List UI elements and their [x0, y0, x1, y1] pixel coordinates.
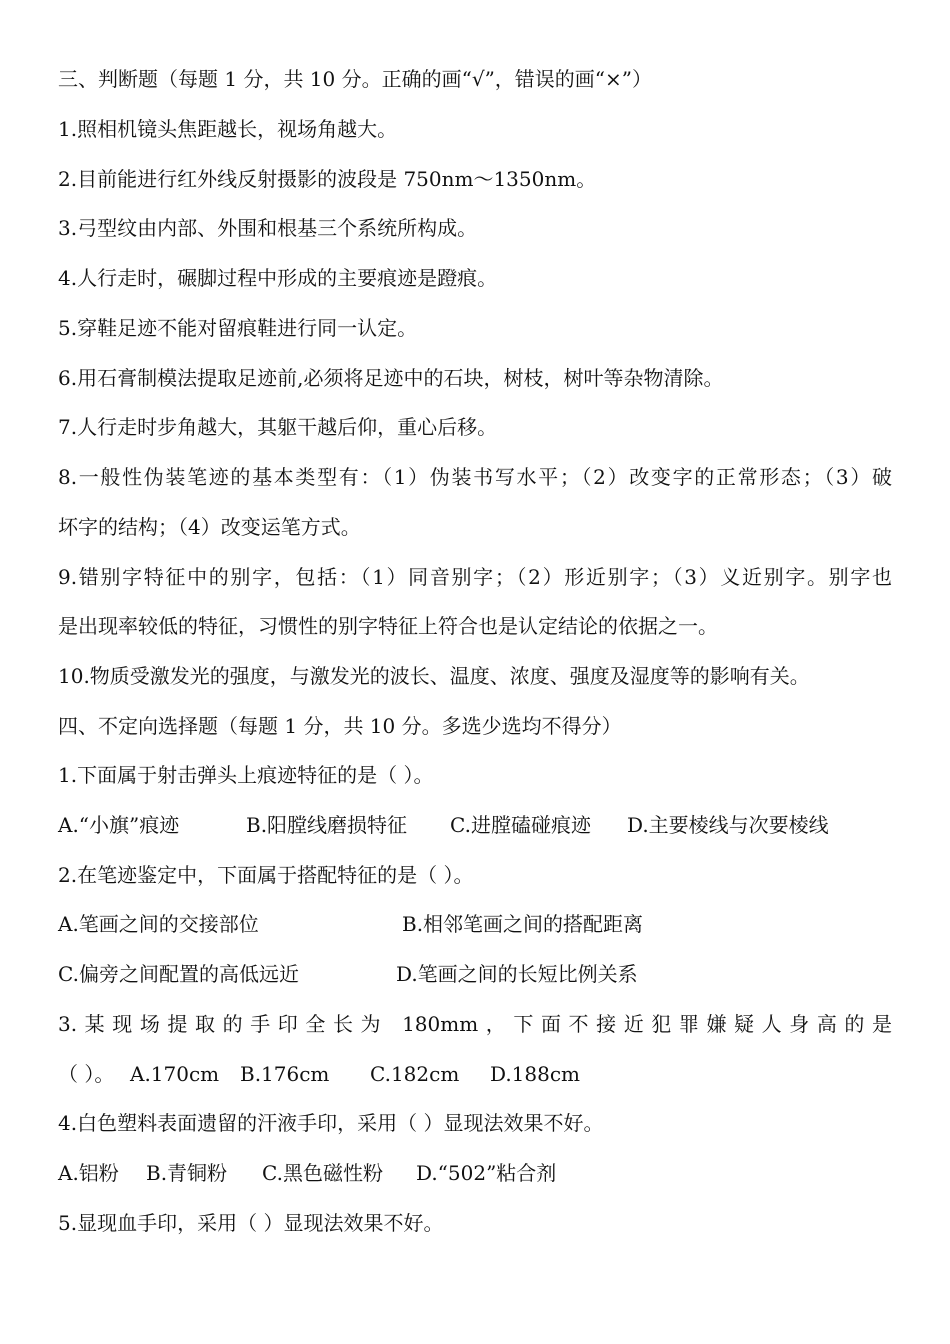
choice-q2-option-c: C.偏旁之间配置的高低远近 — [58, 962, 299, 986]
choice-q5-stem: 5.显现血手印，采用（ ）显现法效果不好。 — [58, 1211, 444, 1235]
choice-q4-option-b: B.青铜粉 — [146, 1161, 228, 1185]
choice-q2-option-d: D.笔画之间的长短比例关系 — [396, 962, 638, 986]
choice-q4-stem: 4.白色塑料表面遗留的汗液手印，采用（ ）显现法效果不好。 — [58, 1111, 604, 1135]
judgment-item-9-line-2: 是出现率较低的特征，习惯性的别字特征上符合也是认定结论的依据之一。 — [58, 614, 718, 638]
choice-q4-option-d: D.“502”粘合剂 — [416, 1161, 557, 1185]
choice-q3-option-d: D.188cm — [490, 1062, 581, 1086]
section-heading-judgment: 三、判断题（每题 1 分，共 10 分。正确的画“√”，错误的画“×”） — [58, 67, 653, 91]
choice-q4-option-a: A.铝粉 — [58, 1161, 119, 1185]
choice-q2-option-b: B.相邻笔画之间的搭配距离 — [402, 912, 644, 936]
choice-q1-option-a: A.“小旗”痕迹 — [58, 813, 180, 837]
judgment-item-3: 3.弓型纹由内部、外围和根基三个系统所构成。 — [58, 216, 478, 240]
choice-q1-option-d: D.主要棱线与次要棱线 — [627, 813, 829, 837]
choice-q1-options — [58, 808, 892, 842]
choice-q3-stem: 3.某现场提取的手印全长为 180mm，下面不接近犯罪嫌疑人身高的是 — [58, 1012, 892, 1036]
judgment-item-2: 2.目前能进行红外线反射摄影的波段是 750nm～1350nm。 — [58, 167, 597, 191]
choice-q4-options — [58, 1156, 892, 1190]
judgment-item-8-line-2: 坏字的结构；（4）改变运笔方式。 — [58, 515, 361, 539]
section-heading-choice: 四、不定向选择题（每题 1 分，共 10 分。多选少选均不得分） — [58, 714, 622, 738]
choice-q2-options-row-1 — [58, 907, 892, 941]
choice-q3-option-c: C.182cm — [370, 1062, 460, 1086]
choice-q4-option-c: C.黑色磁性粉 — [262, 1161, 383, 1185]
choice-q2-option-a: A.笔画之间的交接部位 — [58, 912, 259, 936]
choice-q3-paren: （ ）。 — [58, 1062, 115, 1086]
choice-q2-options-row-2 — [58, 957, 892, 991]
choice-q1-option-c: C.进膛磕碰痕迹 — [450, 813, 591, 837]
choice-q3-options — [58, 1057, 892, 1091]
choice-q3-option-a: A.170cm — [130, 1062, 220, 1086]
choice-q2-stem: 2.在笔迹鉴定中，下面属于搭配特征的是（ ）。 — [58, 863, 474, 887]
judgment-item-4: 4.人行走时，碾脚过程中形成的主要痕迹是蹬痕。 — [58, 266, 498, 290]
choice-q1-stem: 1.下面属于射击弹头上痕迹特征的是（ ）。 — [58, 763, 434, 787]
judgment-item-1: 1.照相机镜头焦距越长，视场角越大。 — [58, 117, 398, 141]
judgment-item-10: 10.物质受激发光的强度，与激发光的波长、温度、浓度、强度及湿度等的影响有关。 — [58, 664, 810, 688]
judgment-item-9-line-1: 9.错别字特征中的别字，包括：（1）同音别字；（2）形近别字；（3）义近别字。别字也 — [58, 565, 892, 589]
judgment-item-5: 5.穿鞋足迹不能对留痕鞋进行同一认定。 — [58, 316, 418, 340]
judgment-item-6: 6.用石膏制模法提取足迹前,必须将足迹中的石块，树枝，树叶等杂物清除。 — [58, 366, 724, 390]
choice-q1-option-b: B.阳膛线磨损特征 — [246, 813, 408, 837]
choice-q3-option-b: B.176cm — [240, 1062, 330, 1086]
judgment-item-7: 7.人行走时步角越大，其躯干越后仰，重心后移。 — [58, 415, 498, 439]
judgment-item-8-line-1: 8.一般性伪装笔迹的基本类型有：（1）伪装书写水平；（2）改变字的正常形态；（3）破 — [58, 465, 892, 489]
